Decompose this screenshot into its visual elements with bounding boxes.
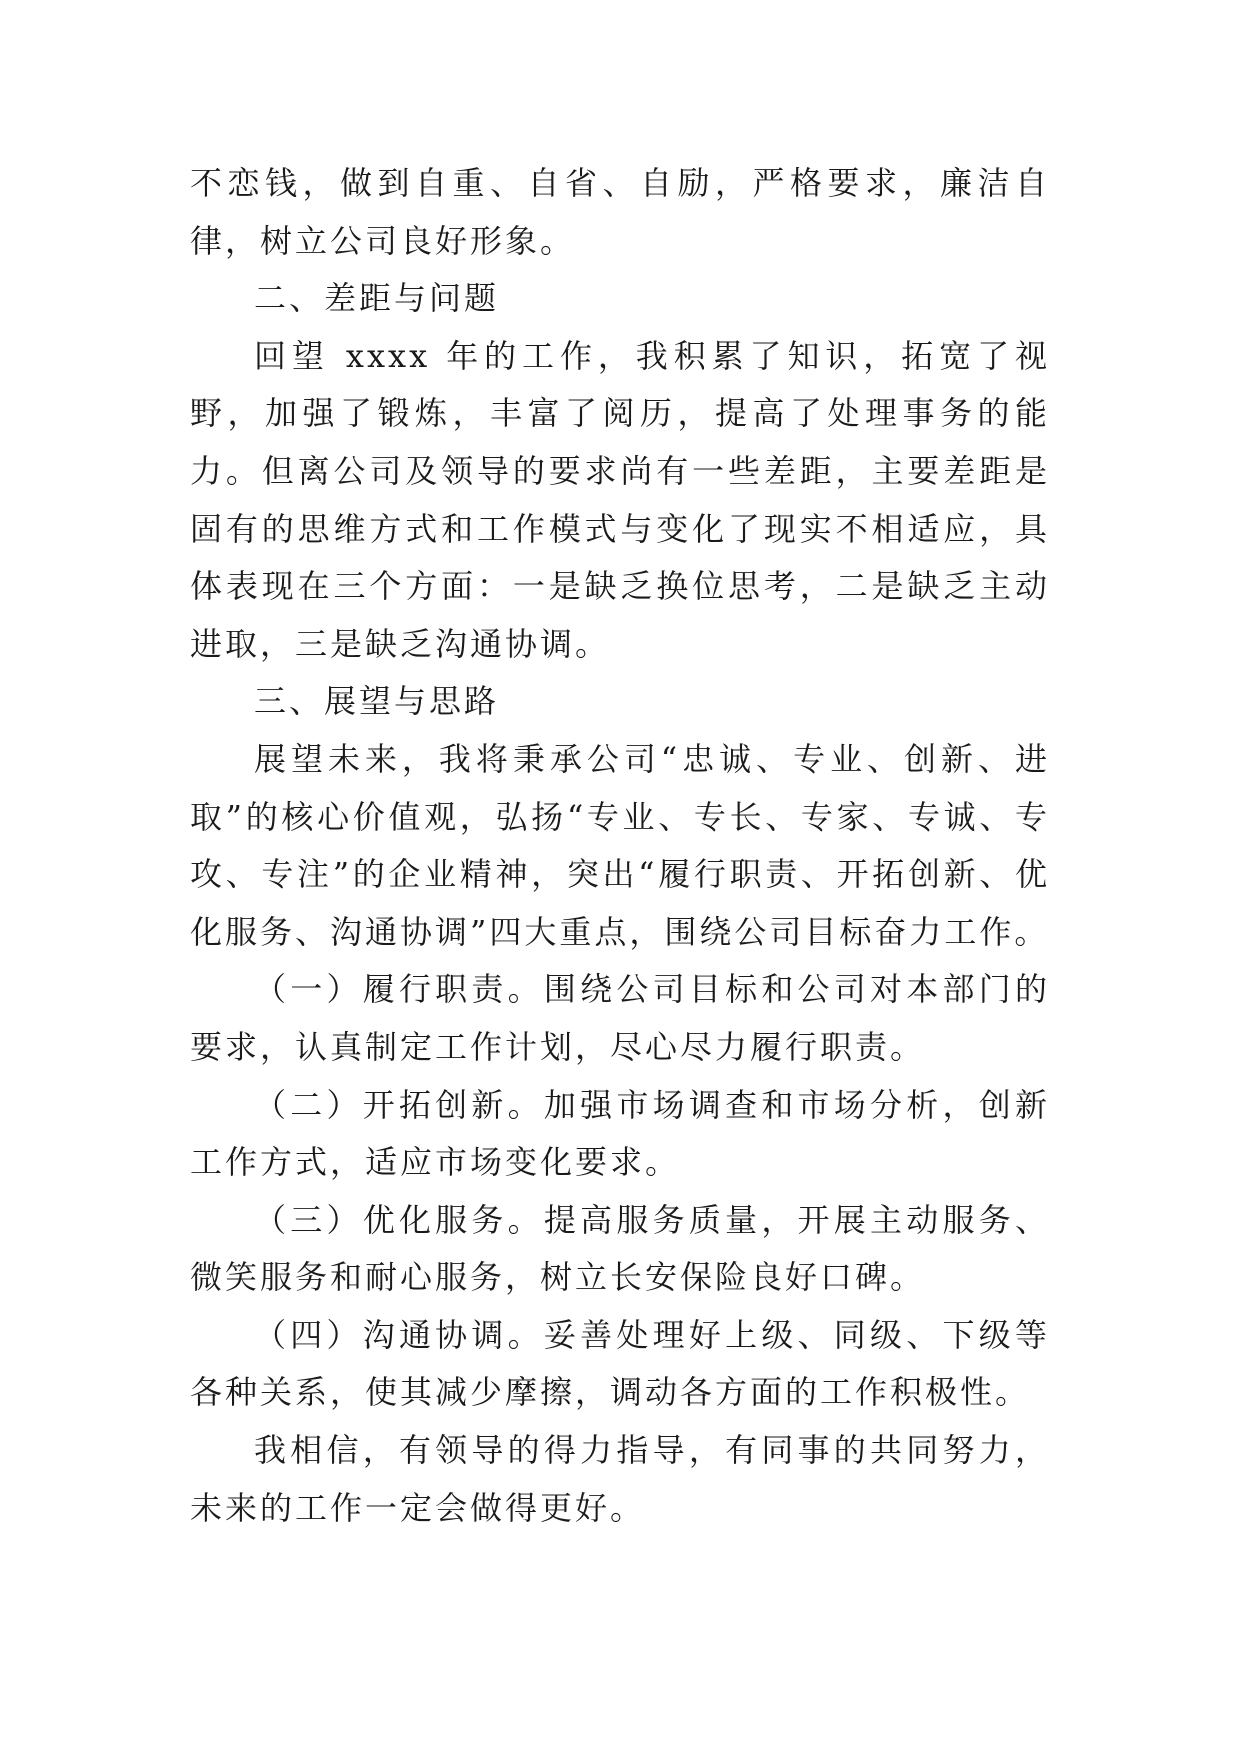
item-duty: （一）履行职责。围绕公司目标和公司对本部门的要求，认真制定工作计划，尽心尽力履行职责。 [190,970,1050,1066]
item-coordination: （四）沟通协调。妥善处理好上级、同级、下级等各种关系，使其减少摩擦，调动各方面的工作积极性。 [190,1315,1050,1412]
paragraph-conclusion: 我相信，有领导的得力指导，有同事的共同努力，未来的工作一定会做得更好。 [190,1431,1050,1527]
paragraph-outlook: 展望未来，我将秉承公司“忠诚、专业、创新、进取”的核心价值观，弘扬“专业、专长、专家、专诚、专攻、专注”的企业精神，突出“履行职责、开拓创新、优化服务、沟通协调”四大重点，围绕公司目标奋力工作。 [190,739,1050,951]
section-heading-gaps: 二、差距与问题 [254,279,500,318]
paragraph-continuation: 不恋钱，做到自重、自省、自励，严格要求，廉洁自律，树立公司良好形象。 [190,164,1050,260]
document-body [190,155,1050,1537]
section-heading-outlook: 三、展望与思路 [254,682,500,721]
item-innovation: （二）开拓创新。加强市场调查和市场分析，创新工作方式，适应市场变化要求。 [190,1085,1050,1182]
item-service: （三）优化服务。提高服务质量，开展主动服务、微笑服务和耐心服务，树立长安保险良好口碑。 [190,1200,1050,1297]
paragraph-review: 回望 xxxx 年的工作，我积累了知识，拓宽了视野，加强了锻炼，丰富了阅历，提高了处理事务的能力。但离公司及领导的要求尚有一些差距，主要差距是固有的思维方式和工作模式与变化了现实不相适应，具体表现在三个方面：一是缺乏换位思考，二是缺乏主动进取，三是缺乏沟通协调。 [190,336,1050,663]
